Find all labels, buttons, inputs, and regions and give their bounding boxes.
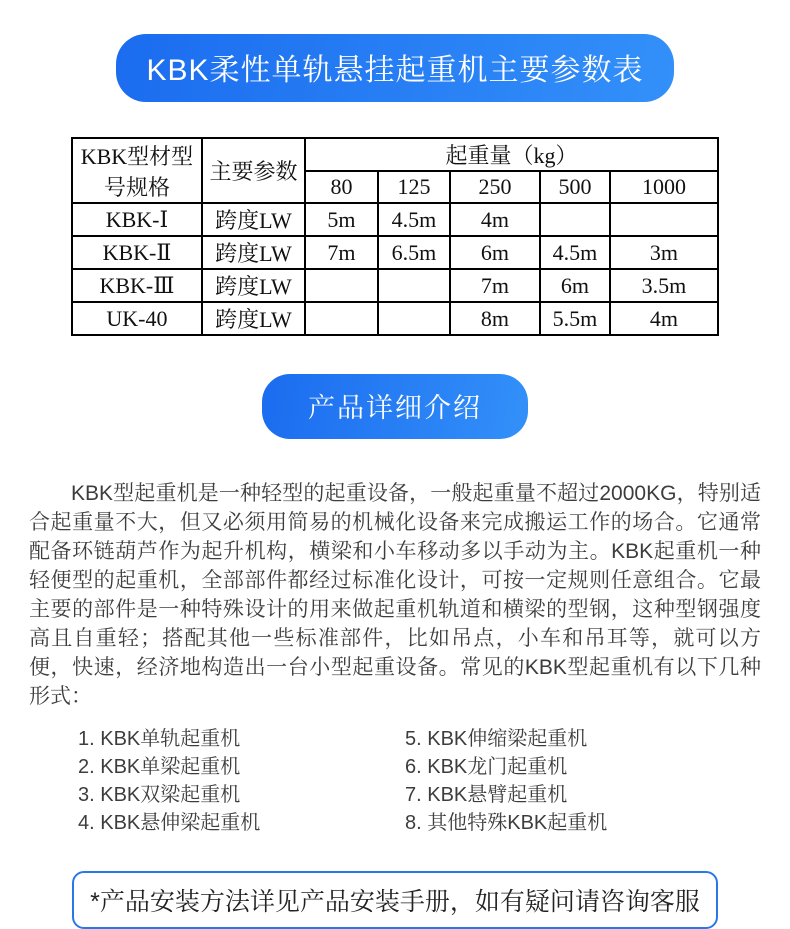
list-item: 4. KBK悬伸梁起重机 xyxy=(78,812,261,834)
list-item: 7. KBK悬臂起重机 xyxy=(405,784,568,806)
product-detail-section-button[interactable]: 产品详细介绍 xyxy=(262,374,528,439)
span-cell xyxy=(378,302,450,335)
capacity-level-header: 125 xyxy=(378,171,450,203)
span-cell: 4m xyxy=(610,302,718,335)
banner-row xyxy=(0,0,790,102)
list-item: 6. KBK龙门起重机 xyxy=(405,756,568,778)
span-cell: 3m xyxy=(610,236,718,269)
list-item: 5. KBK伸缩梁起重机 xyxy=(405,728,588,750)
crane-type-list-right xyxy=(405,725,790,837)
crane-type-list xyxy=(78,725,790,837)
intro-paragraph: KBK型起重机是一种轻型的起重设备，一般起重量不超过2000KG，特别适合起重量不大，但又必须用简易的机械化设备来完成搬运工作的场合。它通常配备环链葫芦作为起升机构，横梁和小车移动多以手动为主。KBK起重机一种轻便型的起重机，全部部件都经过标准化设计，可按一定规则任意组合。它最主要的部件是一种特殊设计的用来做起重机轨道和横梁的型钢，这种型钢强度高且自重轻；搭配其他一些标准部件，比如吊点，小车和吊耳等，就可以方便，快速，经济地构造出一台小型起重设备。常见的KBK型起重机有以下几种形式： xyxy=(29,482,761,708)
model-cell: KBK-Ⅰ xyxy=(72,203,202,236)
span-cell: 5.5m xyxy=(540,302,610,335)
span-cell xyxy=(305,269,378,302)
capacity-level-header: 500 xyxy=(540,171,610,203)
param-cell: 跨度LW xyxy=(202,236,305,269)
span-cell xyxy=(305,302,378,335)
span-cell: 6m xyxy=(450,236,540,269)
capacity-level-header: 1000 xyxy=(610,171,718,203)
span-cell: 7m xyxy=(450,269,540,302)
capacity-group-header: 起重量（kg） xyxy=(305,138,718,171)
param-cell: 跨度LW xyxy=(202,302,305,335)
installation-note-box xyxy=(72,871,718,929)
table-row xyxy=(72,236,718,269)
span-cell: 4.5m xyxy=(378,203,450,236)
crane-type-list-left xyxy=(78,725,405,837)
table-row xyxy=(72,203,718,236)
span-cell xyxy=(610,203,718,236)
list-item: 1. KBK单轨起重机 xyxy=(78,728,241,750)
span-cell: 7m xyxy=(305,236,378,269)
span-cell: 6m xyxy=(540,269,610,302)
span-cell: 4.5m xyxy=(540,236,610,269)
span-cell: 3.5m xyxy=(610,269,718,302)
capacity-level-header: 80 xyxy=(305,171,378,203)
list-item: 8. 其他特殊KBK起重机 xyxy=(405,812,608,834)
parameters-table xyxy=(71,137,719,336)
model-cell: KBK-Ⅱ xyxy=(72,236,202,269)
span-cell: 5m xyxy=(305,203,378,236)
table-row xyxy=(72,302,718,335)
installation-note-text: *产品安装方法详见产品安装手册，如有疑问请咨询客服 xyxy=(90,888,700,916)
section-header-row xyxy=(0,336,790,439)
table-row xyxy=(72,269,718,302)
span-cell xyxy=(540,203,610,236)
param-cell: 跨度LW xyxy=(202,203,305,236)
page-title: KBK柔性单轨悬挂起重机主要参数表 xyxy=(116,34,673,102)
list-item: 3. KBK双梁起重机 xyxy=(78,784,241,806)
model-column-header: KBK型材型号规格 xyxy=(72,138,202,203)
model-cell: KBK-Ⅲ xyxy=(72,269,202,302)
span-cell xyxy=(378,269,450,302)
list-item: 2. KBK单梁起重机 xyxy=(78,756,241,778)
span-cell: 4m xyxy=(450,203,540,236)
param-cell: 跨度LW xyxy=(202,269,305,302)
span-cell: 8m xyxy=(450,302,540,335)
span-cell: 6.5m xyxy=(378,236,450,269)
capacity-level-header: 250 xyxy=(450,171,540,203)
model-cell: UK-40 xyxy=(72,302,202,335)
param-column-header: 主要参数 xyxy=(202,138,305,203)
